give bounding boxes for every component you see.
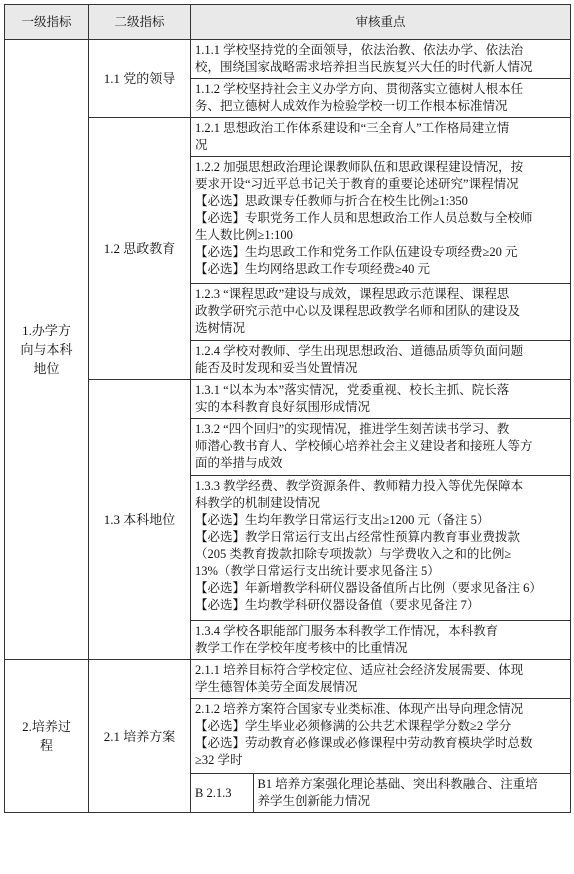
point-line: 生人数比例≥1:100 [195,228,293,242]
point-line: 1.2.1 思想政治工作体系建设和“三全育人”工作格局建立情 [195,121,510,135]
point-line: 务、把立德树人成效作为检验学校一切工作根本标准情况 [195,99,508,113]
point-line: 2.1.1 培养目标符合学校定位、适应社会经济发展需要、体现 [195,663,524,677]
level1-line: 向与本科 [20,342,73,357]
point-2-1-3 [191,774,571,813]
point-1-3-4 [191,621,571,660]
table-row [5,380,571,419]
point-line: 养学生创新能力情况 [257,794,371,808]
header-level2: 二级指标 [89,5,191,40]
level1-line: 地位 [33,361,60,376]
point-line: 选树情况 [195,321,246,335]
point-line: 【必选】生均思政工作和党务工作队伍建设专项经费≥20 元 [195,245,518,259]
header-level1: 一级指标 [5,5,89,40]
table-row [5,118,571,157]
point-line: 科教学的机制建设情况 [195,496,321,510]
point-line: 1.2.4 学校对教师、学生出现思想政治、道德品质等负面问题 [195,344,524,358]
point-1-2-3 [191,284,571,341]
audit-index-table [4,4,571,813]
point-line: 13%（教学日常运行支出统计要求见备注 5） [195,564,440,578]
point-line: 【必选】生均年教学日常运行支出≥1200 元（备注 5） [195,513,490,527]
point-line: 学生德智体美劳全面发展情况 [195,680,358,694]
point-line: 【必选】学生毕业必须修满的公共艺术课程学分数≥2 学分 [195,719,512,733]
point-line: 【必选】专职党务工作人员和思想政治工作人员总数与全校师 [195,211,533,225]
point-line: 1.2.3 “课程思政”建设与成效，课程思政示范课程、课程思 [195,287,510,301]
point-line: 【必选】生均网络思政工作专项经费≥40 元 [195,262,430,276]
point-1-3-1 [191,380,571,419]
point-line: 政教学研究示范中心以及课程思政教学名师和团队的建设及 [195,304,521,318]
sub-point-table [191,774,570,812]
table-row [5,40,571,79]
point-line: 面的举措与成效 [195,456,283,470]
point-2-1-2 [191,699,571,774]
level2-cell-1-2: 1.2 思政教育 [89,118,191,380]
point-line: 能否及时发现和妥当处置情况 [195,361,358,375]
point-line: 实的本科教育良好氛围形成情况 [195,400,371,414]
point-line: B1 培养方案强化理论基础、突出科教融合、注重培 [257,777,538,791]
point-line: 1.3.2 “四个回归”的实现情况，推进学生刻苦读书学习、教 [195,422,510,436]
point-1-1-1 [191,40,571,79]
table-row [5,660,571,699]
point-line: 【必选】教学日常运行支出占经常性预算内教育事业费拨款 [195,530,521,544]
point-line: 要求开设“习近平总书记关于教育的重要论述研究”课程情况 [195,177,519,191]
point-1-3-3 [191,476,571,621]
point-line: 1.1.1 学校坚持党的全面领导，依法治教、依法办学、依法治 [195,43,524,57]
point-line: ≥32 学时 [195,753,243,767]
point-line: （205 类教育拨款扣除专项拨款）与学费收入之和的比例≥ [195,547,512,561]
level1-cell-2 [5,660,89,813]
point-line: 校，围绕国家战略需求培养担当民族复兴大任的时代新人情况 [195,60,533,74]
point-line: 1.1.2 学校坚持社会主义办学方向、贯彻落实立德树人根本任 [195,82,524,96]
level1-line: 程 [39,738,53,753]
point-line: 【必选】思政课专任教师与折合在校生比例≥1:350 [195,194,468,208]
level2-cell-2-1: 2.1 培养方案 [89,660,191,813]
point-line: 况 [195,138,208,152]
point-line: 2.1.2 培养方案符合国家专业类标准、体现产出导向理念情况 [195,702,524,716]
level1-line: 1.办学方 [22,323,71,338]
header-row [5,5,571,40]
point-line: 1.3.3 教学经费、教学资源条件、教师精力投入等优先保障本 [195,479,524,493]
point-1-1-2 [191,79,571,118]
point-line: 【必选】生均教学科研仪器设备值（要求见备注 7） [195,598,480,612]
point-line: 1.3.1 “以本为本”落实情况，党委重视、校长主抓、院长落 [195,383,510,397]
header-key-points: 审核重点 [191,5,571,40]
level2-cell-1-3: 1.3 本科地位 [89,380,191,660]
point-line: 1.2.2 加强思想政治理论课教师队伍和思政课程建设情况，按 [195,160,524,174]
level1-line: 2.培养过 [22,719,71,734]
point-line: 【必选】劳动教育必修课或必修课程中劳动教育模块学时总数 [195,736,533,750]
sub-point-code: B 2.1.3 [191,774,253,812]
point-line: 教学工作在学校年度考核中的比重情况 [195,641,408,655]
point-1-2-4 [191,341,571,380]
point-1-2-1 [191,118,571,157]
point-line: 1.3.4 学校各职能部门服务本科教学工作情况，本科教育 [195,624,499,638]
point-1-2-2 [191,157,571,284]
level2-cell-1-1: 1.1 党的领导 [89,40,191,118]
point-line: 【必选】年新增教学科研仪器设备值所占比例（要求见备注 6） [195,581,542,595]
point-1-3-2 [191,419,571,476]
level1-cell-1 [5,40,89,660]
point-line: 师潜心教书育人、学校倾心培养社会主义建设者和接班人等方 [195,439,533,453]
index-table-page [4,4,570,813]
point-2-1-1 [191,660,571,699]
sub-point-text [253,774,570,812]
